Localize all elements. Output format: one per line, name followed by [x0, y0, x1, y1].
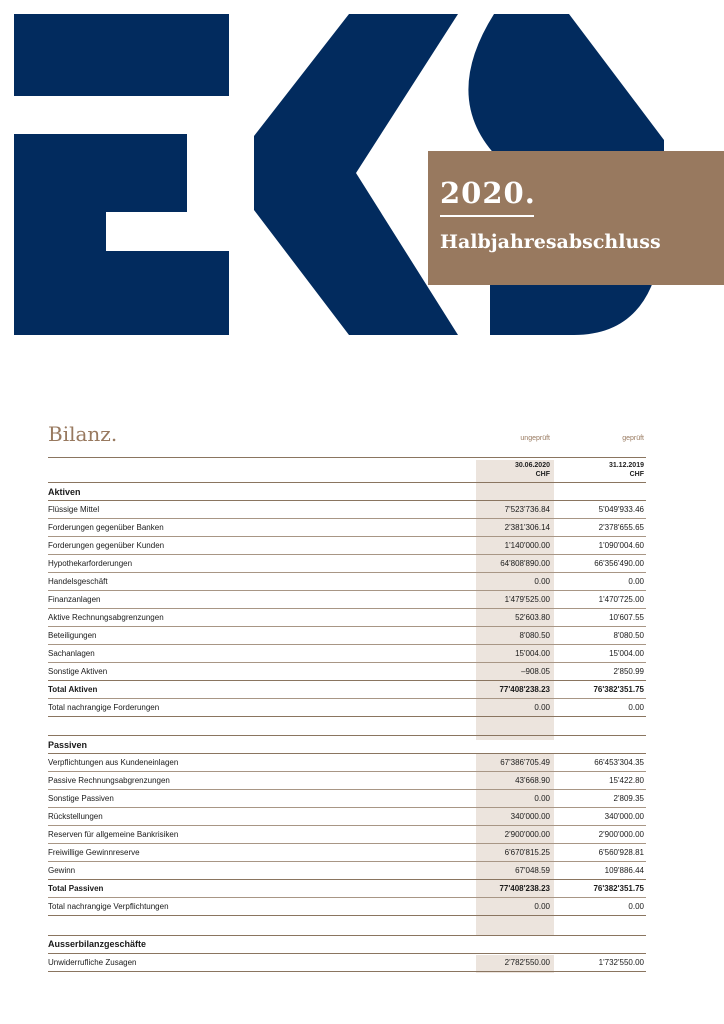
row-label: Total Aktiven	[48, 685, 98, 694]
row-label: Forderungen gegenüber Kunden	[48, 541, 165, 550]
row-value-previous: 340'000.00	[604, 812, 644, 821]
row-value-current: 8'080.50	[519, 631, 550, 640]
table-row	[48, 501, 646, 519]
row-value-previous: 1'090'004.60	[598, 541, 644, 550]
row-label: Forderungen gegenüber Banken	[48, 523, 164, 532]
row-label: Total nachrangige Forderungen	[48, 703, 160, 712]
row-value-previous: 2'850.99	[613, 667, 644, 676]
table-row	[48, 555, 646, 573]
row-value-previous: 2'378'655.65	[598, 523, 644, 532]
row-value-previous: 66'356'490.00	[594, 559, 644, 568]
row-value-current: 0.00	[534, 794, 550, 803]
table-row	[48, 681, 646, 699]
table-row	[48, 573, 646, 591]
row-value-previous: 15'422.80	[609, 776, 644, 785]
row-value-previous: 10'607.55	[609, 613, 644, 622]
table-row	[48, 609, 646, 627]
badge-year: 2020.	[440, 176, 536, 210]
row-value-current: 52'603.80	[515, 613, 550, 622]
section-title-ausserbilanz: Ausserbilanzgeschäfte	[48, 939, 147, 949]
table-row	[48, 790, 646, 808]
table-row	[48, 537, 646, 555]
section-title-aktiven: Aktiven	[48, 487, 81, 497]
colhead-rule	[48, 482, 646, 483]
logo-e-top-bar	[14, 14, 229, 96]
row-value-current: 2'782'550.00	[504, 958, 550, 967]
table-row	[48, 826, 646, 844]
table-row	[48, 772, 646, 790]
status-unaudited: ungeprüft	[520, 435, 550, 442]
row-value-previous: 0.00	[628, 703, 644, 712]
row-label: Aktive Rechnungsabgrenzungen	[48, 613, 164, 622]
row-value-current: 6'670'815.25	[504, 848, 550, 857]
row-label: Beteiligungen	[48, 631, 97, 640]
column-header-previous: 31.12.2019 CHF	[608, 462, 644, 478]
table-row	[48, 954, 646, 972]
row-value-previous: 5'049'933.46	[598, 505, 644, 514]
row-value-current: 0.00	[534, 577, 550, 586]
row-value-previous: 1'732'550.00	[598, 958, 644, 967]
badge-subtitle: Halbjahresabschluss	[440, 231, 661, 253]
row-value-current: –908.05	[521, 667, 550, 676]
row-label: Gewinn	[48, 866, 76, 875]
table-row	[48, 663, 646, 681]
row-value-previous: 76'382'351.75	[593, 884, 644, 893]
row-value-current: 0.00	[534, 902, 550, 911]
table-row	[48, 591, 646, 609]
row-value-previous: 2'809.35	[613, 794, 644, 803]
row-value-current: 67'048.59	[515, 866, 550, 875]
table-row	[48, 880, 646, 898]
status-audited: geprüft	[622, 435, 644, 442]
row-value-current: 1'140'000.00	[504, 541, 550, 550]
table-row	[48, 808, 646, 826]
table-row	[48, 754, 646, 772]
row-value-current: 0.00	[534, 703, 550, 712]
badge-divider	[440, 215, 534, 217]
table-row	[48, 645, 646, 663]
row-label: Hypothekarforderungen	[48, 559, 133, 568]
row-label: Sachanlagen	[48, 649, 95, 658]
row-divider	[48, 716, 646, 717]
column-header-current: 30.06.2020 CHF	[514, 462, 550, 478]
section-title-passiven: Passiven	[48, 740, 88, 750]
table-row	[48, 519, 646, 537]
row-label: Passive Rechnungsabgrenzungen	[48, 776, 170, 785]
row-divider	[48, 915, 646, 916]
row-label: Handelsgeschäft	[48, 577, 108, 586]
table-row	[48, 898, 646, 916]
table-row	[48, 699, 646, 717]
logo-e-lower	[14, 134, 229, 335]
row-value-current: 1'479'525.00	[504, 595, 550, 604]
header-rule	[48, 457, 646, 458]
table-row	[48, 627, 646, 645]
row-value-previous: 15'004.00	[609, 649, 644, 658]
row-label: Freiwillige Gewinnreserve	[48, 848, 140, 857]
row-value-current: 340'000.00	[510, 812, 550, 821]
row-value-current: 67'386'705.49	[500, 758, 550, 767]
row-value-previous: 66'453'304.35	[594, 758, 644, 767]
table-row	[48, 862, 646, 880]
row-value-previous: 76'382'351.75	[593, 685, 644, 694]
row-label: Sonstige Passiven	[48, 794, 114, 803]
row-value-current: 64'808'890.00	[500, 559, 550, 568]
table-row	[48, 844, 646, 862]
row-label: Reserven für allgemeine Bankrisiken	[48, 830, 179, 839]
row-value-previous: 0.00	[628, 577, 644, 586]
row-value-current: 43'668.90	[515, 776, 550, 785]
row-label: Verpflichtungen aus Kundeneinlagen	[48, 758, 179, 767]
title-badge	[428, 151, 724, 285]
row-value-previous: 109'886.44	[604, 866, 644, 875]
row-value-previous: 1'470'725.00	[598, 595, 644, 604]
row-value-previous: 8'080.50	[613, 631, 644, 640]
row-value-current: 7'523'736.84	[504, 505, 550, 514]
row-label: Flüssige Mittel	[48, 505, 100, 514]
row-value-current: 77'408'238.23	[499, 884, 550, 893]
row-value-current: 15'004.00	[515, 649, 550, 658]
row-divider	[48, 971, 646, 972]
row-value-current: 77'408'238.23	[499, 685, 550, 694]
report-title: Bilanz.	[48, 422, 118, 446]
row-label: Unwiderrufliche Zusagen	[48, 958, 137, 967]
row-label: Total Passiven	[48, 884, 104, 893]
row-label: Rückstellungen	[48, 812, 103, 821]
row-label: Total nachrangige Verpflichtungen	[48, 902, 169, 911]
section-break-rule-ausserbilanz	[48, 935, 646, 936]
row-value-previous: 0.00	[628, 902, 644, 911]
row-value-current: 2'381'306.14	[504, 523, 550, 532]
row-value-current: 2'900'000.00	[504, 830, 550, 839]
row-label: Finanzanlagen	[48, 595, 101, 604]
row-value-previous: 2'900'000.00	[598, 830, 644, 839]
section-break-rule-passiven	[48, 735, 646, 736]
row-value-previous: 6'560'928.81	[598, 848, 644, 857]
row-label: Sonstige Aktiven	[48, 667, 108, 676]
